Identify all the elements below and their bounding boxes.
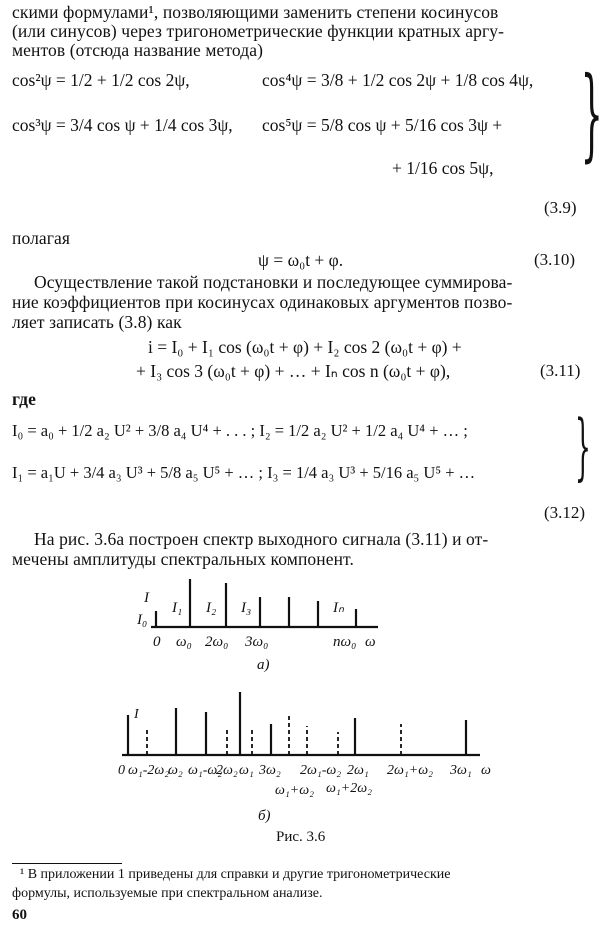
axis-label: ω₁+2ω₂	[326, 781, 372, 796]
axis-label: ω₁+ω₂	[275, 783, 314, 798]
axis-label: ω₁-ω₂	[188, 763, 223, 778]
equation-number: (3.10)	[534, 250, 576, 269]
spectrum-figure-a	[0, 575, 600, 675]
label-I1: I₁	[172, 600, 183, 616]
text-line: скими формулами¹, позволяющими заменить степени косинусов	[12, 2, 499, 22]
axis-label: ω₀	[176, 634, 192, 650]
formula-cos2: cos²ψ = 1/2 + 1/2 cos 2ψ,	[12, 70, 190, 90]
formula-cos5: cos⁵ψ = 5/8 cos ψ + 5/16 cos 3ψ +	[262, 115, 503, 135]
figure-caption: Рис. 3.6	[276, 829, 326, 845]
label-I: I	[144, 590, 149, 606]
axis-label: ω₁	[239, 763, 254, 778]
text-line: На рис. 3.6а построен спектр выходного сигнала (3.11) и от-	[34, 529, 489, 549]
label-I0: I₀	[137, 612, 148, 628]
axis-label: 3ω₂	[259, 763, 281, 778]
right-brace: }	[574, 404, 591, 488]
label-I3: I₃	[241, 600, 252, 616]
formula-cos5-cont: + 1/16 cos 5ψ,	[392, 158, 494, 178]
text-line: (или синусов) через тригонометрические функции кратных аргу-	[12, 21, 505, 41]
text-line: ние коэффициентов при косинусах одинаковых аргументов позво-	[12, 292, 513, 312]
axis-label: 2ω₁	[347, 763, 369, 778]
equation-number: (3.11)	[540, 361, 581, 380]
axis-label: 0	[153, 634, 161, 650]
axis-label: 2ω₀	[205, 634, 229, 650]
axis-label: 3ω₁	[450, 763, 472, 778]
text-line: полагая	[12, 228, 71, 248]
axis-label: ω	[365, 634, 376, 650]
right-brace: }	[580, 55, 603, 172]
subfigure-label: б)	[258, 808, 271, 824]
subfigure-label: а)	[257, 657, 270, 673]
footnote-line: ¹ В приложении 1 приведены для справки и другие тригонометрические	[20, 867, 451, 882]
axis-label: 2ω₁-ω₂	[300, 763, 342, 778]
formula-current: i = I₀ + I₁ cos (ω₀t + φ) + I₂ cos 2 (ω₀t + φ) +	[148, 337, 462, 357]
axis-label: nω₀	[333, 634, 357, 650]
axis-label: 2ω₂	[216, 763, 238, 778]
formula-current-cont: + I₃ cos 3 (ω₀t + φ) + … + Iₙ cos n (ω₀t + φ),	[136, 361, 451, 381]
footnote-line: формулы, используемые при спектральном анализе.	[12, 886, 323, 901]
axis-label: ω₁-2ω₂	[128, 763, 170, 778]
label-In: Iₙ	[333, 600, 344, 616]
formula-psi: ψ = ω₀t + φ.	[258, 250, 344, 270]
equation-number: (3.9)	[544, 198, 577, 217]
axis-label: ω₂	[168, 763, 183, 778]
axis-label: ω	[481, 763, 491, 778]
formula-cos4: cos⁴ψ = 3/8 + 1/2 cos 2ψ + 1/8 cos 4ψ,	[262, 70, 534, 90]
text-line: ляет записать (3.8) как	[12, 312, 182, 332]
axis-label: 0	[118, 763, 125, 778]
text-line: мечены амплитуды спектральных компонент.	[12, 549, 354, 569]
text-line: ментов (отсюда название метода)	[12, 40, 264, 60]
text-line: Осуществление такой подстановки и последующее суммирова-	[34, 272, 513, 292]
equation-number: (3.12)	[544, 503, 586, 522]
axis-label: 3ω₀	[245, 634, 269, 650]
page-number: 60	[12, 907, 27, 923]
formula-I1-I3: I₁ = a₁U + 3/4 a₃ U³ + 5/8 a₅ U⁵ + … ; I₃ = 1/4 a₃ U³ + 5/16 a₅ U⁵ + …	[12, 463, 476, 482]
footnote-divider	[12, 863, 122, 864]
text-line: где	[12, 389, 36, 409]
label-I2: I₂	[206, 600, 217, 616]
label-I: I	[134, 707, 139, 722]
axis-label: 2ω₁+ω₂	[387, 763, 433, 778]
spectrum-figure-b	[0, 680, 600, 850]
formula-cos3: cos³ψ = 3/4 cos ψ + 1/4 cos 3ψ,	[12, 115, 233, 135]
formula-I0-I2: I₀ = a₀ + 1/2 a₂ U² + 3/8 a₄ U⁴ + . . . ; I₂ = 1/2 a₂ U² + 1/2 a₄ U⁴ + … ;	[12, 421, 468, 440]
